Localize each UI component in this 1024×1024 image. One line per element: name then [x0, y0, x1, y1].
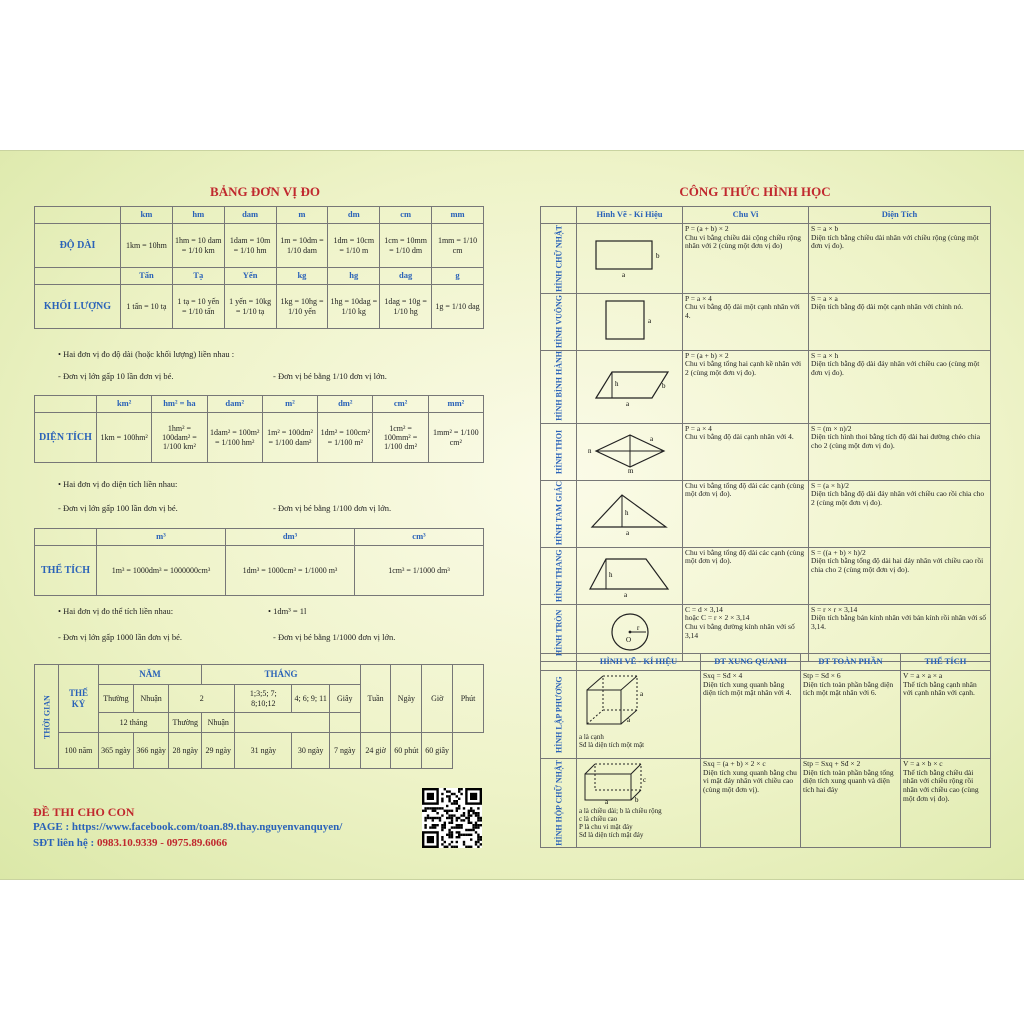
solid-header: DT TOÀN PHẦN	[801, 654, 901, 671]
area-unit-header: m²	[262, 396, 317, 413]
volume-unit-header: cm³	[355, 529, 484, 546]
area-conversion-cell: 1m² = 100dm² = 1/100 dam²	[262, 413, 317, 463]
area-formula: S = (a × h)/2 Diện tích bằng độ dài đáy nhân với chiều cao rồi chia cho 2 (cùng một đơn vị đo).	[809, 480, 991, 547]
svg-text:c: c	[643, 776, 647, 784]
months-31: 1;3;5; 7; 8;10;12	[235, 685, 292, 713]
svg-text:h: h	[608, 570, 612, 579]
svg-text:a: a	[621, 271, 625, 280]
corner-cell	[35, 207, 121, 224]
svg-text:a: a	[625, 399, 629, 408]
svg-text:r: r	[636, 623, 639, 632]
plane-shape-row	[541, 480, 991, 547]
length-note-small: - Đơn vị bé bằng 1/10 đơn vị lớn.	[273, 371, 387, 381]
area-formula: S = ((a + b) × h)/2 Diện tích bằng tổng độ dài hai đáy nhân với chiều cao rồi chia cho 2 (cùng một đơn vị đo).	[809, 547, 991, 604]
svg-text:n: n	[587, 446, 591, 455]
solid-header: THỂ TÍCH	[901, 654, 991, 671]
area-conversion-cell: 1km = 100hm²	[97, 413, 152, 463]
area-note-heading: • Hai đơn vị đo diện tích liền nhau:	[58, 479, 178, 489]
volume-note-small: - Đơn vị bé bằng 1/1000 đơn vị lớn.	[273, 632, 396, 642]
length-mass-table	[34, 206, 484, 329]
plane-shape-row	[541, 293, 991, 350]
shape-name: HÌNH TAM GIÁC	[541, 480, 577, 547]
mass-unit-header: g	[432, 268, 484, 285]
hour-label: Giờ	[422, 665, 453, 733]
lateral-area-formula: Sxq = (a + b) × 2 × c Diện tích xung quanh bằng chu vi mặt đáy nhân với chiều cao (cùng một đơn vị).	[701, 759, 801, 848]
svg-text:O: O	[625, 635, 631, 644]
plane-shape-row	[541, 547, 991, 604]
svg-text:a: a	[627, 716, 631, 724]
corner-cell	[541, 207, 577, 224]
length-note-heading: • Hai đơn vị đo độ dài (hoặc khối lượng) liền nhau :	[58, 349, 235, 359]
mass-unit-header: Tạ	[172, 268, 224, 285]
mass-unit-header: Yến	[224, 268, 276, 285]
units-title: BẢNG ĐƠN VỊ ĐO	[210, 184, 320, 199]
total-area-formula: Stp = Sxq + Sđ × 2 Diện tích toàn phần bằng tổng diện tích xung quanh và diện tích hai đáy	[801, 759, 901, 848]
length-conversion-cell: 1m = 10dm = 1/10 dam	[276, 224, 328, 268]
footer-phone-label: SĐT liên hệ :	[33, 837, 95, 849]
time-value-cell: 366 ngày	[134, 733, 169, 769]
volume-label: THỂ TÍCH	[35, 546, 97, 596]
cuboid-icon	[579, 760, 698, 807]
mass-unit-header: kg	[276, 268, 328, 285]
twelve-months: 12 tháng	[98, 713, 168, 733]
corner-cell	[35, 529, 97, 546]
lateral-area-formula: Sxq = Sđ × 4 Diện tích xung quanh bằng diện tích một mặt nhân với 4.	[701, 671, 801, 759]
rhombus-icon	[577, 423, 683, 480]
area-conversion-cell: 1hm² = 100dam² = 1/100 km²	[152, 413, 207, 463]
svg-text:h: h	[624, 508, 628, 517]
area-formula: S = a × b Diện tích bằng chiều dài nhân với chiều rộng (cùng một đơn vị đo).	[809, 224, 991, 294]
corner-cell	[35, 268, 121, 285]
poster-sheet	[0, 150, 1024, 880]
solid-figure	[577, 671, 701, 759]
mass-conversion-cell: 1 tạ = 10 yến = 1/10 tấn	[172, 285, 224, 329]
length-unit-header: m	[276, 207, 328, 224]
area-conversion-cell: 1mm² = 1/100 cm²	[428, 413, 483, 463]
mass-conversion-cell: 1 yến = 10kg = 1/10 tạ	[224, 285, 276, 329]
year-label: NĂM	[98, 665, 201, 685]
perimeter-formula: P = (a + b) × 2 Chu vi bằng tổng hai cạnh kề nhân với 2 (cùng một đơn vị đo).	[683, 350, 809, 423]
mass-conversion-cell: 1g = 1/10 dag	[432, 285, 484, 329]
plane-shape-row	[541, 423, 991, 480]
solid-figure	[577, 759, 701, 848]
svg-text:a: a	[605, 798, 609, 804]
area-note-big: - Đơn vị lớn gấp 100 lần đơn vị bé.	[58, 503, 178, 513]
empty-cell	[329, 713, 360, 733]
footer-phone	[33, 837, 227, 849]
corner-cell	[541, 654, 577, 671]
solid-header: DT XUNG QUANH	[701, 654, 801, 671]
length-conversion-cell: 1dm = 10cm = 1/10 m	[328, 224, 380, 268]
length-conversion-cell: 1km = 10hm	[121, 224, 173, 268]
plane-shape-row	[541, 224, 991, 294]
footer-phone-value: 0983.10.9339 - 0975.89.6066	[96, 837, 228, 849]
time-value-cell: 60 giây	[422, 733, 453, 769]
rectangle-icon	[577, 224, 683, 294]
mass-conversion-cell: 1dag = 10g = 1/10 hg	[380, 285, 432, 329]
shape-name: HÌNH BÌNH HÀNH	[541, 350, 577, 423]
time-value-cell: 60 phút	[391, 733, 422, 769]
months-30: 4; 6; 9; 11	[292, 685, 329, 713]
volume-conversion-cell: 1cm³ = 1/1000 dm³	[355, 546, 484, 596]
area-table	[34, 395, 484, 463]
area-unit-header: hm² = ha	[152, 396, 207, 413]
perimeter-formula: C = d × 3,14 hoặc C = r × 2 × 3,14 Chu vi bằng đường kính nhân với số 3,14	[683, 604, 809, 661]
length-unit-header: dam	[224, 207, 276, 224]
time-label: THỜI GIAN	[35, 665, 59, 769]
square-icon	[577, 293, 683, 350]
corner-cell	[35, 396, 97, 413]
svg-text:a: a	[625, 528, 629, 535]
area-unit-header: dam²	[207, 396, 262, 413]
volume-note-heading: • Hai đơn vị đo thể tích liền nhau:	[58, 606, 174, 616]
geometry-title: CÔNG THỨC HÌNH HỌC	[679, 184, 831, 199]
mass-label: KHỐI LƯỢNG	[35, 285, 121, 329]
solid-shapes-table	[540, 653, 991, 848]
plane-shape-row	[541, 350, 991, 423]
qr-code	[422, 788, 482, 848]
time-table	[34, 664, 484, 769]
area-note-small: - Đơn vị bé bằng 1/100 đơn vị lớn.	[273, 503, 392, 513]
svg-text:b: b	[655, 252, 659, 261]
mass-unit-header: dag	[380, 268, 432, 285]
length-unit-header: dm	[328, 207, 380, 224]
area-conversion-cell: 1dam² = 100m² = 1/100 hm²	[207, 413, 262, 463]
length-conversion-cell: 1mm = 1/10 cm	[432, 224, 484, 268]
area-conversion-cell: 1dm² = 100cm² = 1/100 m²	[318, 413, 373, 463]
mass-conversion-cell: 1 tấn = 10 tạ	[121, 285, 173, 329]
solid-shape-row	[541, 671, 991, 759]
volume-conversion-cell: 1m³ = 1000dm³ = 1000000cm³	[97, 546, 226, 596]
length-unit-header: cm	[380, 207, 432, 224]
volume-formula: V = a × a × a Thể tích bằng cạnh nhân với cạnh nhân với cạnh.	[901, 671, 991, 759]
solid-legend: a là cạnh Sđ là diện tích một mặt	[579, 732, 645, 749]
time-value-cell: 30 ngày	[292, 733, 329, 769]
length-label: ĐỘ DÀI	[35, 224, 121, 268]
week-label: Tuần	[360, 665, 391, 733]
svg-text:b: b	[661, 381, 665, 390]
area-unit-header: dm²	[318, 396, 373, 413]
length-unit-header: km	[121, 207, 173, 224]
feb-normal: Thường	[169, 713, 202, 733]
volume-unit-header: dm³	[226, 529, 355, 546]
area-formula: S = r × r × 3,14 Diện tích bằng bán kính nhân với bán kính rồi nhân với số 3,14.	[809, 604, 991, 661]
feb-leap: Nhuận	[202, 713, 235, 733]
area-label: DIỆN TÍCH	[35, 413, 97, 463]
century-label: THẾ KỶ	[59, 665, 99, 733]
perimeter-formula: P = (a + b) × 2 Chu vi bằng chiều dài cộng chiều rộng nhân với 2 (cùng một đơn vị đo)	[683, 224, 809, 294]
total-area-formula: Stp = Sđ × 6 Diện tích toàn phần bằng diện tích một mặt nhân với 6.	[801, 671, 901, 759]
feb-days: 2	[169, 685, 235, 713]
area-formula: S = a × a Diện tích bằng độ dài một cạnh nhân với chính nó.	[809, 293, 991, 350]
time-value-cell: 29 ngày	[202, 733, 235, 769]
time-value-cell: 365 ngày	[98, 733, 133, 769]
perimeter-formula: Chu vi bằng tổng độ dài các cạnh (cùng một đơn vị đo).	[683, 547, 809, 604]
trapezoid-icon	[577, 547, 683, 604]
area-formula: S = a × h Diện tích bằng độ dài đáy nhân với chiều cao (cùng một đơn vị đo).	[809, 350, 991, 423]
perimeter-formula: P = a × 4 Chu vi bằng độ dài cạnh nhân với 4.	[683, 423, 809, 480]
length-conversion-cell: 1hm = 10 dam = 1/10 km	[172, 224, 224, 268]
solid-name: HÌNH LẬP PHƯƠNG	[541, 671, 577, 759]
mass-conversion-cell: 1hg = 10dag = 1/10 kg	[328, 285, 380, 329]
plane-header: Diện Tích	[809, 207, 991, 224]
mass-unit-header: hg	[328, 268, 380, 285]
volume-note-litre: • 1dm³ = 1l	[268, 606, 307, 616]
empty-cell	[235, 713, 330, 733]
second-label: Giây	[329, 685, 360, 713]
length-conversion-cell: 1dam = 10m = 1/10 hm	[224, 224, 276, 268]
parallelogram-icon	[577, 350, 683, 423]
solid-legend: a là chiều dài; b là chiều rộng c là chiều cao P là chu vi mặt đáy Sđ là diện tích mặt đáy	[579, 806, 662, 839]
time-value-cell: 24 giờ	[360, 733, 391, 769]
shape-name: HÌNH TRÒN	[541, 604, 577, 661]
solid-name: HÌNH HỘP CHỮ NHẬT	[541, 759, 577, 848]
solid-header: HÌNH VẼ - KÍ HIỆU	[577, 654, 701, 671]
mass-conversion-cell: 1kg = 10hg = 1/10 yến	[276, 285, 328, 329]
year-leap: Nhuận	[134, 685, 169, 713]
area-formula: S = (m × n)/2 Diện tích hình thoi bằng tích độ dài hai đường chéo chia cho 2 (cùng một đơn vị đo).	[809, 423, 991, 480]
length-unit-header: mm	[432, 207, 484, 224]
svg-text:a: a	[649, 434, 653, 443]
svg-text:b: b	[635, 796, 639, 804]
plane-shapes-table	[540, 206, 991, 662]
svg-text:h: h	[614, 379, 618, 388]
area-conversion-cell: 1cm² = 100mm² = 1/100 dm²	[373, 413, 428, 463]
length-unit-header: hm	[172, 207, 224, 224]
volume-unit-header: m³	[97, 529, 226, 546]
shape-name: HÌNH THOI	[541, 423, 577, 480]
length-conversion-cell: 1cm = 10mm = 1/10 dm	[380, 224, 432, 268]
svg-text:a: a	[647, 316, 651, 325]
shape-name: HÌNH THANG	[541, 547, 577, 604]
time-value-cell: 31 ngày	[235, 733, 292, 769]
volume-conversion-cell: 1dm³ = 1000cm³ = 1/1000 m³	[226, 546, 355, 596]
perimeter-formula: P = a × 4 Chu vi bằng độ dài một cạnh nhân với 4.	[683, 293, 809, 350]
plane-header: Chu Vi	[683, 207, 809, 224]
footer-page-link[interactable]: PAGE : https://www.facebook.com/toan.89.thay.nguyenvanquyen/	[33, 821, 343, 833]
svg-text:a: a	[623, 590, 627, 597]
perimeter-formula: Chu vi bằng tổng độ dài các cạnh (cùng một đơn vị đo).	[683, 480, 809, 547]
volume-formula: V = a × b × c Thể tích bằng chiều dài nhân với chiều rộng rồi nhân với chiều cao (cùng một đơn vị đo).	[901, 759, 991, 848]
triangle-icon	[577, 480, 683, 547]
month-label: THÁNG	[202, 665, 360, 685]
shape-name: HÌNH VUÔNG	[541, 293, 577, 350]
solid-shape-row	[541, 759, 991, 848]
plane-header: Hình Vẽ - Kí Hiệu	[577, 207, 683, 224]
area-unit-header: cm²	[373, 396, 428, 413]
time-value-cell: 100 năm	[59, 733, 99, 769]
svg-text:a: a	[640, 690, 644, 698]
day-label: Ngày	[391, 665, 422, 733]
year-normal: Thường	[98, 685, 133, 713]
length-note-big: - Đơn vị lớn gấp 10 lần đơn vị bé.	[58, 371, 174, 381]
volume-note-big: - Đơn vị lớn gấp 1000 lần đơn vị bé.	[58, 632, 182, 642]
shape-name: HÌNH CHỮ NHẬT	[541, 224, 577, 294]
volume-table	[34, 528, 484, 596]
footer-title: ĐỀ THI CHO CON	[33, 805, 135, 819]
time-value-cell: 7 ngày	[329, 733, 360, 769]
area-unit-header: km²	[97, 396, 152, 413]
minute-label: Phút	[453, 665, 484, 733]
time-value-cell: 28 ngày	[169, 733, 202, 769]
area-unit-header: mm²	[428, 396, 483, 413]
cube-icon	[579, 672, 698, 733]
mass-unit-header: Tấn	[121, 268, 173, 285]
svg-text:m: m	[627, 466, 633, 473]
